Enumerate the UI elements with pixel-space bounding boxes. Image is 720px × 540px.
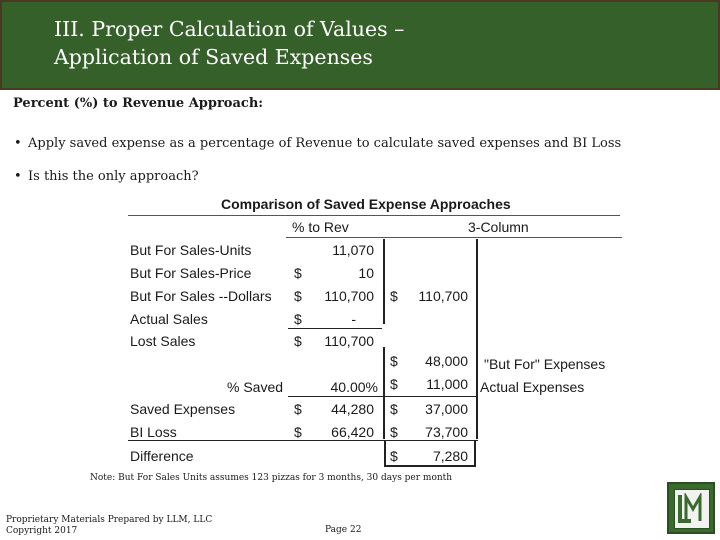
currency-sign: $ bbox=[294, 333, 302, 349]
pct-value: 40.00% bbox=[330, 379, 378, 395]
column-header-3-column: 3-Column bbox=[468, 219, 529, 235]
footer-line-1: Proprietary Materials Prepared by LLM, LLC bbox=[6, 515, 213, 525]
currency-sign: $ bbox=[390, 288, 398, 304]
bullet-item bbox=[14, 169, 199, 184]
table-rule-top bbox=[128, 215, 620, 216]
bullet-text: Apply saved expense as a percentage of Revenue to calculate saved expenses and BI Loss bbox=[28, 136, 622, 151]
bullet-marker: • bbox=[14, 169, 22, 184]
three-col-value: 11,000 bbox=[426, 376, 468, 392]
row-label: But For Sales --Dollars bbox=[130, 288, 272, 304]
row-label: Difference bbox=[130, 448, 194, 464]
three-col-value: 37,000 bbox=[425, 401, 468, 417]
three-col-value: 73,700 bbox=[425, 424, 468, 440]
pct-column-rule bbox=[383, 347, 385, 439]
column-header-pct-to-rev: % to Rev bbox=[292, 219, 349, 235]
footer-copyright bbox=[6, 515, 212, 537]
row-label: But For Sales-Price bbox=[130, 265, 252, 281]
slide-title-line-1: III. Proper Calculation of Values – bbox=[54, 17, 405, 41]
pct-value: 110,700 bbox=[324, 333, 374, 349]
pct-value: 10 bbox=[358, 265, 374, 281]
row-label: BI Loss bbox=[130, 424, 177, 440]
company-logo bbox=[667, 482, 715, 534]
section-heading: Percent (%) to Revenue Approach: bbox=[13, 96, 264, 111]
row-label-right: "But For" Expenses bbox=[484, 356, 606, 372]
slide-title bbox=[54, 15, 404, 71]
llm-logo-icon bbox=[677, 493, 705, 525]
row-label: Actual Sales bbox=[130, 311, 208, 327]
pct-value: 11,070 bbox=[332, 242, 374, 258]
pct-value: 110,700 bbox=[324, 288, 374, 304]
subtotal-rule bbox=[288, 328, 382, 329]
table-note: Note: But For Sales Units assumes 123 pizzas for 3 months, 30 days per month bbox=[90, 473, 453, 483]
pct-column-rule bbox=[383, 239, 385, 324]
currency-sign: $ bbox=[390, 376, 398, 392]
three-col-value: 110,700 bbox=[418, 288, 468, 304]
bullet-text: Is this the only approach? bbox=[28, 169, 199, 184]
currency-sign: $ bbox=[294, 424, 302, 440]
footer-line-2: Copyright 2017 bbox=[6, 526, 78, 536]
row-label-right: Actual Expenses bbox=[480, 379, 585, 395]
three-col-value: 48,000 bbox=[425, 353, 468, 369]
bullet-item bbox=[14, 136, 621, 151]
pct-value: - bbox=[351, 311, 356, 327]
pct-value: 44,280 bbox=[331, 401, 374, 417]
comparison-table bbox=[124, 194, 624, 474]
currency-sign: $ bbox=[294, 265, 302, 281]
pct-value: 66,420 bbox=[331, 424, 374, 440]
currency-sign: $ bbox=[294, 311, 302, 327]
currency-sign: $ bbox=[390, 424, 398, 440]
currency-sign: $ bbox=[390, 401, 398, 417]
row-label: But For Sales-Units bbox=[130, 242, 252, 258]
page-number: Page 22 bbox=[325, 525, 362, 535]
header-underline bbox=[286, 237, 622, 238]
bullet-marker: • bbox=[14, 136, 22, 151]
currency-sign: $ bbox=[390, 448, 398, 464]
currency-sign: $ bbox=[294, 401, 302, 417]
currency-sign: $ bbox=[390, 353, 398, 369]
slide-title-line-2: Application of Saved Expenses bbox=[54, 45, 373, 69]
three-column-rule bbox=[476, 239, 478, 439]
subtotal-rule bbox=[288, 396, 476, 397]
row-label: % Saved bbox=[227, 379, 284, 395]
table-title: Comparison of Saved Expense Approaches bbox=[221, 196, 511, 212]
three-col-value: 7,280 bbox=[432, 448, 468, 464]
row-label: Lost Sales bbox=[130, 333, 196, 349]
currency-sign: $ bbox=[294, 288, 302, 304]
row-label: Saved Expenses bbox=[130, 401, 236, 417]
slide-header bbox=[0, 0, 720, 90]
